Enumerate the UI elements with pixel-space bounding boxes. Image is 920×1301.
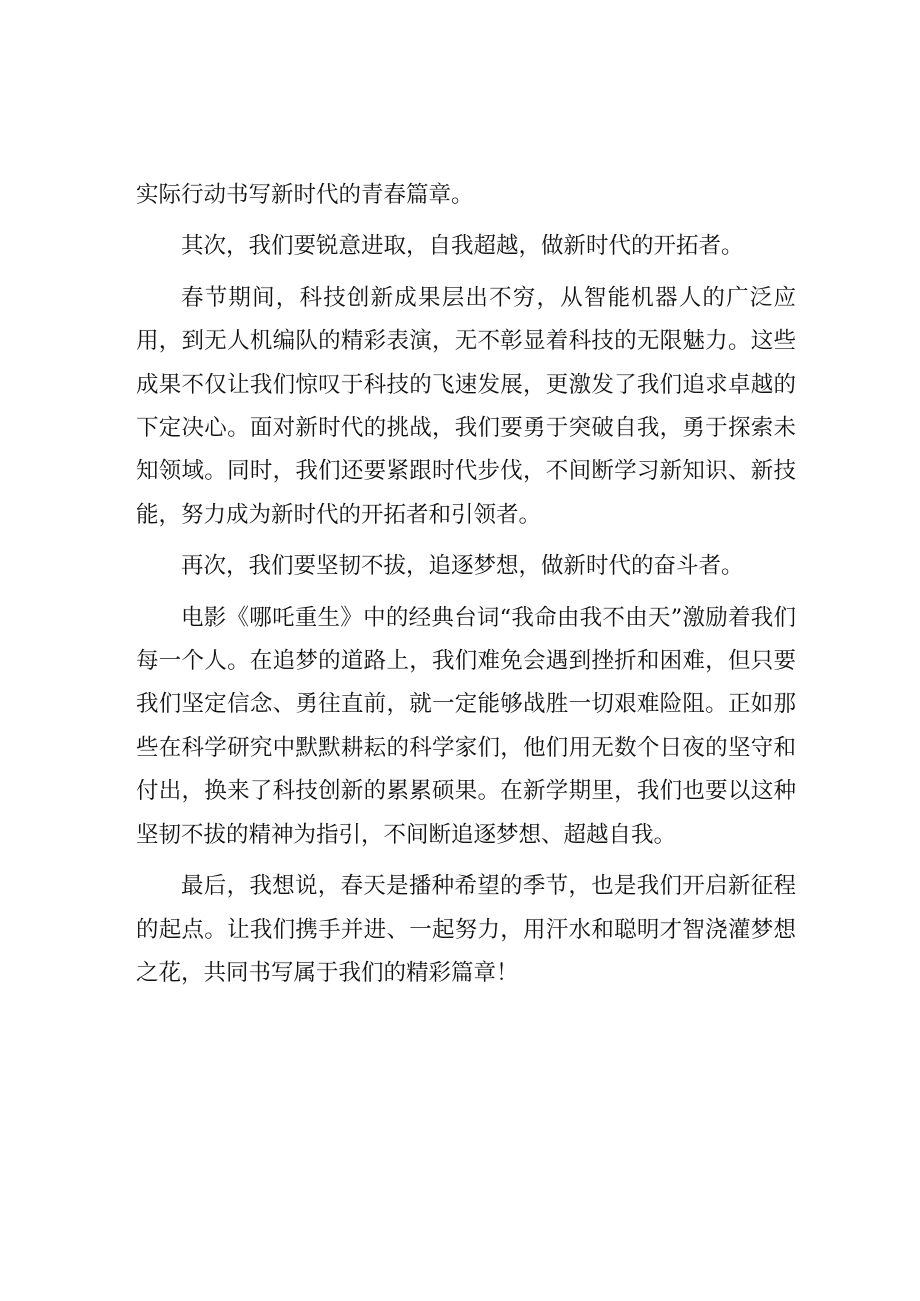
paragraph-conclusion: 最后，我想说，春天是播种希望的季节，也是我们开启新征程的起点。让我们携手并进、一起努力，用汗水和聪明才智浇灌梦想之花，共同书写属于我们的精彩篇章！	[136, 873, 796, 986]
paragraph-nezha-quote: 电影《哪吒重生》中的经典台词“我命由我不由天”激励着我们每一个人。在追梦的道路上，我们难免会遇到挫折和困难，但只要我们坚定信念、勇往直前，就一定能够战胜一切艰难险阻。正如那些在科学研究中默默耕耘的科学家们，他们用无数个日夜的坚守和付出，换来了科技创新的累累硕果。在新学期里，我们也要以这种坚韧不拔的精神为指引，不间断追逐梦想、超越自我。	[136, 604, 796, 848]
document-body	[136, 174, 796, 1003]
paragraph-heading-third: 再次，我们要坚韧不拔，追逐梦想，做新时代的奋斗者。	[181, 553, 744, 580]
paragraph-heading-second: 其次，我们要锐意进取，自我超越，做新时代的开拓者。	[181, 233, 744, 260]
paragraph-continuation: 实际行动书写新时代的青春篇章。	[136, 182, 474, 208]
paragraph-spring-festival-tech: 春节期间，科技创新成果层出不穷，从智能机器人的广泛应用，到无人机编队的精彩表演，无不彰显着科技的无限魅力。这些成果不仅让我们惊叹于科技的飞速发展，更激发了我们追求卓越的下定决心。面对新时代的挑战，我们要勇于突破自我，勇于探索未知领域。同时，我们还要紧跟时代步伐，不间断学习新知识、新技能，努力成为新时代的开拓者和引领者。	[136, 284, 796, 528]
